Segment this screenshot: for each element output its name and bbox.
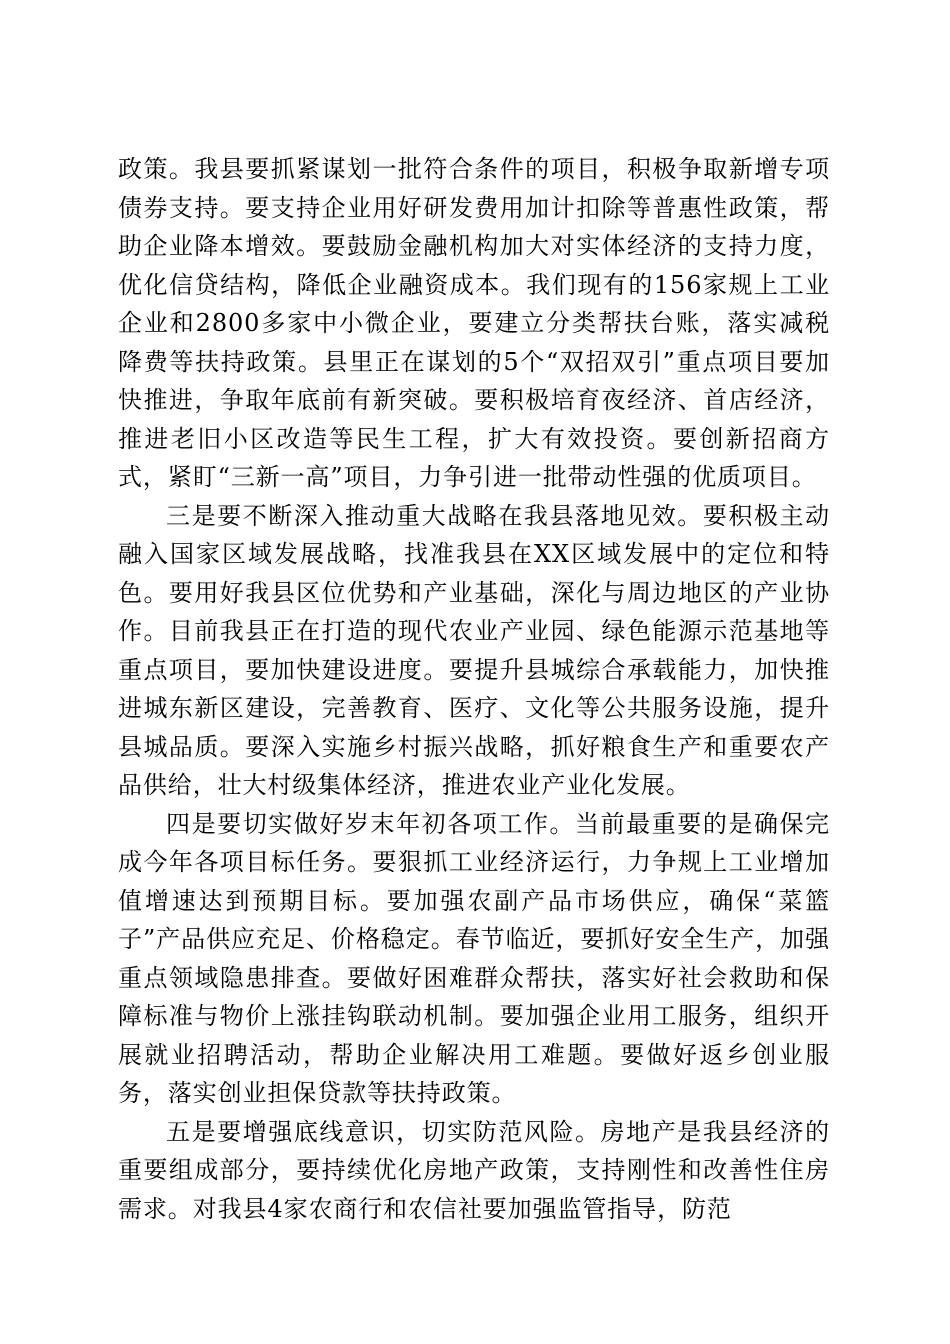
document-body <box>118 150 830 1228</box>
paragraph-point-five: 五是要增强底线意识，切实防范风险。房地产是我县经济的重要组成部分，要持续优化房地产政策，支持刚性和改善性住房需求。对我县4家农商行和农信社要加强监管指导，防范 <box>118 1117 830 1223</box>
paragraph-continuation: 政策。我县要抓紧谋划一批符合条件的项目，积极争取新增专项债券支持。要支持企业用好研发费用加计扣除等普惠性政策，帮助企业降本增效。要鼓励金融机构加大对实体经济的支持力度，优化信贷结构，降低企业融资成本。我们现有的156家规上工业企业和2800多家中小微企业，要建立分类帮扶台账，落实减税降费等扶持政策。县里正在谋划的5个“双招双引”重点项目要加快推进，争取年底前有新突破。要积极培育夜经济、首店经济，推进老旧小区改造等民生工程，扩大有效投资。要创新招商方式，紧盯“三新一高”项目，力争引进一批带动性强的优质项目。 <box>118 155 830 491</box>
paragraph-point-three: 三是要不断深入推动重大战略在我县落地见效。要积极主动融入国家区域发展战略，找准我县在XX区域发展中的定位和特色。要用好我县区位优势和产业基础，深化与周边地区的产业协作。目前我县正在打造的现代农业产业园、绿色能源示范基地等重点项目，要加快建设进度。要提升县城综合承载能力，加快推进城东新区建设，完善教育、医疗、文化等公共服务设施，提升县城品质。要深入实施乡村振兴战略，抓好粮食生产和重要农产品供给，壮大村级集体经济，推进农业产业化发展。 <box>118 501 830 799</box>
paragraph-point-four: 四是要切实做好岁末年初各项工作。当前最重要的是确保完成今年各项目标任务。要狠抓工业经济运行，力争规上工业增加值增速达到预期目标。要加强农副产品市场供应，确保“菜篮子”产品供应充足、价格稳定。春节临近，要抓好安全生产，加强重点领域隐患排查。要做好困难群众帮扶，落实好社会救助和保障标准与物价上涨挂钩联动机制。要加强企业用工服务，组织开展就业招聘活动，帮助企业解决用工难题。要做好返乡创业服务，落实创业担保贷款等扶持政策。 <box>118 809 830 1107</box>
